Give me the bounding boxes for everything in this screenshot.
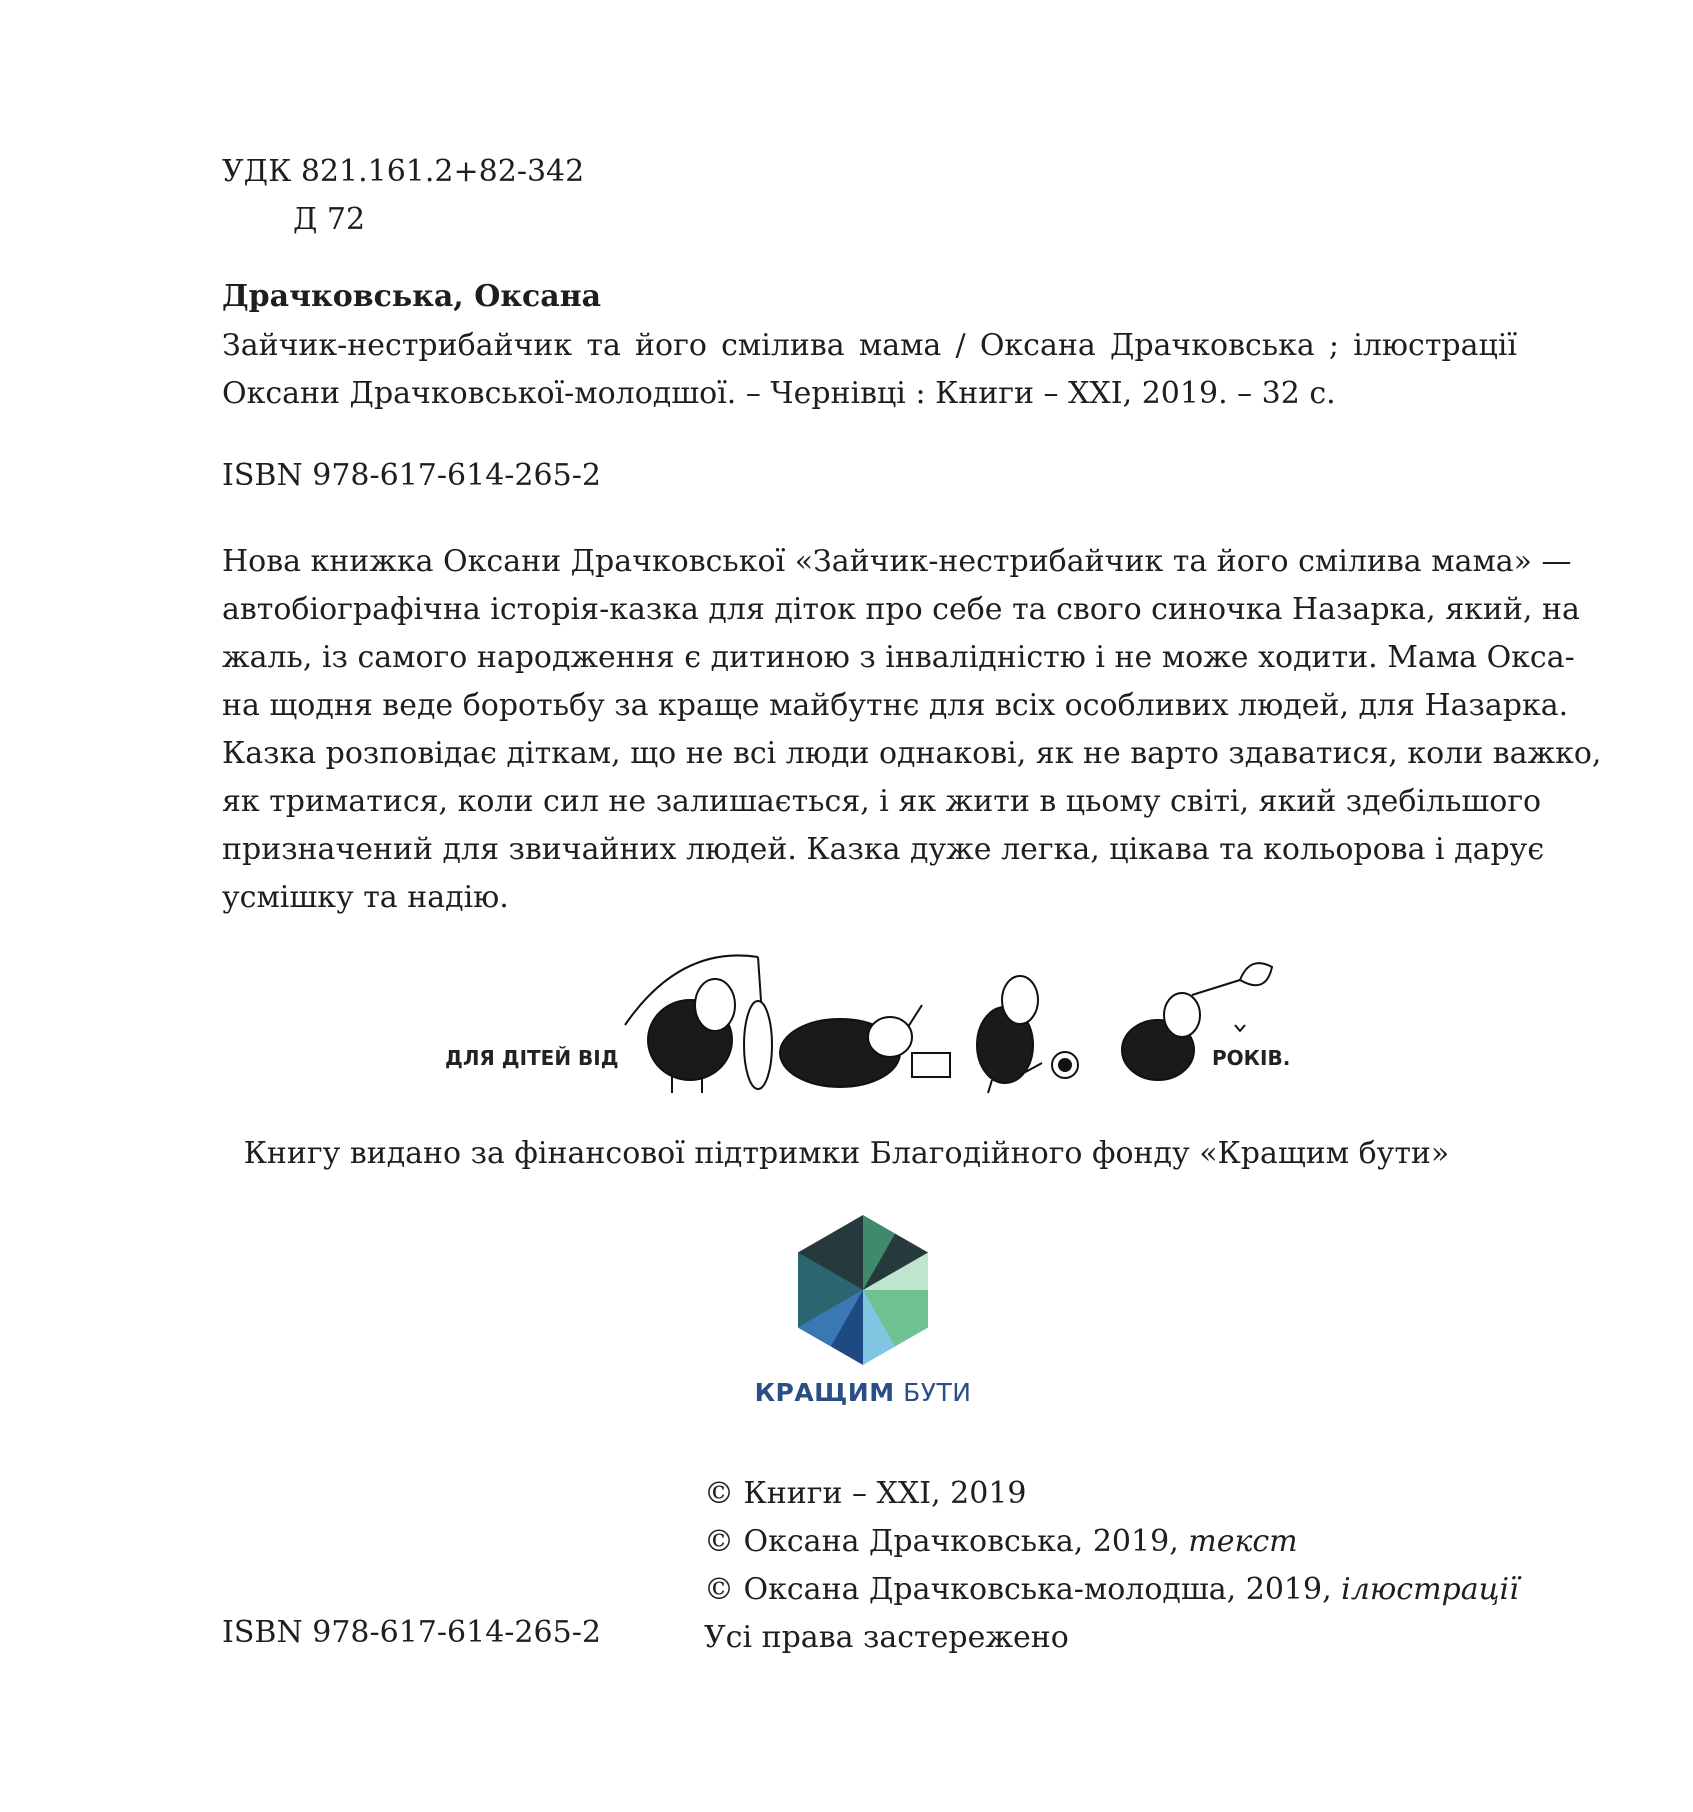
rights-reserved: Усі права застережено <box>704 1620 1069 1655</box>
description-line: як триматися, коли сил не залишається, і як жити в цьому світі, який здебільшого <box>222 784 1542 819</box>
copyright-publisher: © Книги – XXI, 2019 <box>704 1476 1027 1511</box>
description-line: Казка розповідає діткам, що не всі люди однакові, як не варто здаватися, коли важко, <box>222 736 1602 771</box>
author-name: Драчковська, Оксана <box>222 279 602 314</box>
author-mark: Д 72 <box>293 202 366 237</box>
sheep-reading-icon <box>780 1005 950 1087</box>
catalog-line: Зайчик-нестрибайчик та його смілива мама / Оксана Драчковська ; ілюстрації <box>222 328 1517 363</box>
catalog-line: Оксани Драчковської-молодшої. – Чернівці : Книги – XXI, 2019. – 32 с. <box>222 376 1336 411</box>
logo-hexagon-icon <box>798 1215 928 1365</box>
description-line: призначений для звичайних людей. Казка дуже легка, цікава та кольорова і дарує <box>222 832 1545 867</box>
description-line: автобіографічна історія-казка для діток про себе та свого синочка Назарка, який, на <box>222 592 1580 627</box>
logo-word-regular: БУТИ <box>894 1378 972 1407</box>
catalog-record <box>222 322 1517 418</box>
age-prefix-label: ДЛЯ ДІТЕЙ ВІД <box>445 1046 619 1070</box>
description-line: Нова книжка Оксани Драчковської «Зайчик-нестрибайчик та його смілива мама» — <box>222 544 1572 579</box>
description-line: жаль, із самого народження є дитиною з інвалідністю і не може ходити. Мама Окса- <box>222 640 1575 675</box>
sheep-football-icon <box>977 976 1078 1093</box>
description-line: на щодня веде боротьбу за краще майбутнє для всіх особливих людей, для Назарка. <box>222 688 1569 723</box>
description-line: усмішку та надію. <box>222 880 509 915</box>
copyright-illustrator: © Оксана Драчковська-молодша, 2019, ілюстрації <box>704 1572 1519 1607</box>
logo-word-bold: КРАЩИМ <box>754 1378 895 1407</box>
isbn-bottom: ISBN 978-617-614-265-2 <box>222 1615 601 1650</box>
logo-wordmark <box>700 1378 1026 1407</box>
sheep-fishing-icon <box>625 955 772 1093</box>
kraschym-buty-logo <box>798 1215 928 1365</box>
description <box>222 538 1602 922</box>
udc-code: УДК 821.161.2+82-342 <box>222 154 585 189</box>
copyright-block <box>704 1470 1519 1662</box>
isbn-top: ISBN 978-617-614-265-2 <box>222 458 601 493</box>
copyright-author: © Оксана Драчковська, 2019, текст <box>704 1524 1298 1559</box>
age-badge-illustration <box>440 945 1300 1095</box>
sponsor-note: Книгу видано за фінансової підтримки Благодійного фонду «Кращим бути» <box>243 1136 1450 1171</box>
age-suffix-label: РОКІВ. <box>1212 1046 1291 1070</box>
